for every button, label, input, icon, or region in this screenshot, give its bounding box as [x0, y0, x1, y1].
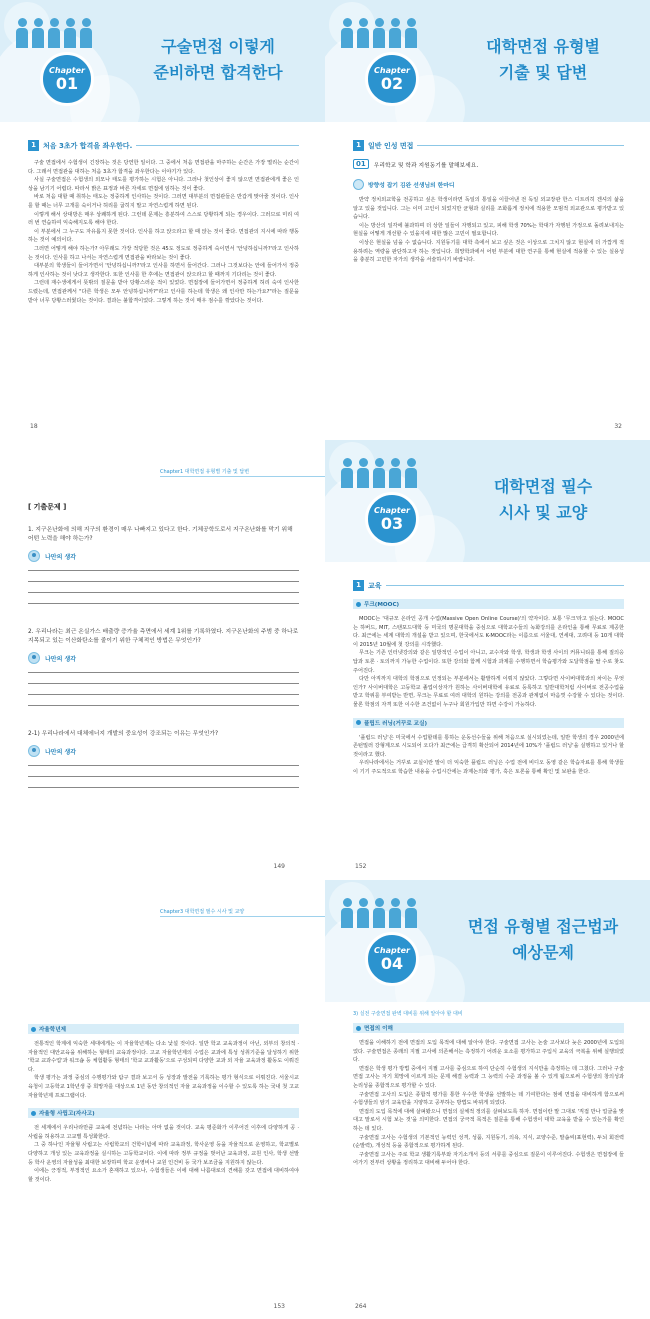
paragraph: 반약 정치외교학을 전공하고 싶은 학생이라면 독일의 통일을 이끌어낸 전 독일 외교장관 한스 디트리히 겐셔의 삶을 알고 있을 것입니다. 그는 이미 고인이 되었지만 균형과 실리를 조화롭게 정치에 적용한 모범적 외교관으로 평가받고 있습니다. [353, 197, 624, 221]
chapter-badge [40, 52, 94, 106]
page-number: 264 [355, 1303, 367, 1310]
chapter-banner [0, 0, 325, 122]
page-body [28, 140, 299, 305]
paragraph: 구술면접 고사는 주로 학교 생활기록부와 자기소개서 등의 서류를 중심으로 질문이 이루어진다. 수험생은 면접장에 들어가기 전부터 상황을 정리하고 대비해 두어야 한다. [353, 1151, 624, 1167]
paragraph: 면접은 학생 평가 방법 중에서 지필 고사를 중심으로 하여 단순히 수험생의 지식만을 측정하는 데 그쳤다. 그러나 구술면접 고사는 자기 희망에 이르게 되는 문제 해결 능력과 그 능력의 수준 과정을 볼 수 있게 됨으로써 수험생의 창의성과 논리성을 종합적으로 평가할 수 있다. [353, 1065, 624, 1089]
answer-line [28, 592, 299, 593]
paragraph: 이에는 긍정적, 부정적인 요소가 혼재하고 있으나, 수험생들은 이에 대해 나름대로의 견해를 갖고 면접에 대비하여야 할 것이다. [28, 1168, 299, 1183]
answer-line [28, 570, 299, 571]
page-body [353, 140, 624, 265]
subsection-heading: 자율형 사립고(자사고) [28, 1108, 299, 1118]
page-body [353, 580, 624, 777]
chapter-badge: Chapter 04 [365, 932, 419, 986]
answer-line [28, 603, 299, 604]
page-chapter-02 [325, 0, 650, 440]
paragraph: 대부분의 학생들이 들어가면서 '안녕하십니까?'라고 인사를 하면서 들어간다. 그러나 그것보다는 안에 들어가서 정중하게 인사하는 것이 낫다고 생각한다. 또한 인사를 한 후에는 면접관이 앉으라고 할 때까지 기다리는 것이 좋다. [28, 263, 299, 278]
page-body [353, 1010, 624, 1168]
paragraph: 그러면 어떻게 해야 하는가? 아무래도 가장 적당한 것은 45도 정도로 정중하게 숙이면서 '안녕하십니까?'라고 인사하는 것이다. 인사를 하고 나서는 자연스럽게 면접관을 바라보는 것이 좋다. [28, 245, 299, 261]
people-illustration [341, 448, 437, 488]
answer-line [28, 672, 299, 673]
answer-line [28, 776, 299, 777]
answer-line [28, 581, 299, 582]
my-thought-label: 나만의 생각 [28, 652, 299, 664]
chapter-title: 대학면접 필수 시사 및 교양 [493, 477, 593, 522]
person-icon [28, 652, 40, 664]
paragraph: 그 중 하나인 자율형 사립고는 사립학교의 건학이념에 따라 교육과정, 학사운영 등을 자율적으로 운영하고, 학교별로 다양하고 개성 있는 교육과정을 실시하는 고등학교이다. 이에 따라 정부 규정을 벗어난 교육과정, 교원 인사, 학생 선발 등 학사 운영의 자율성을 최대한 보장하며 학교 운영비나 교원 인건비 등 국가 보조금을 지원하지 않는다. [28, 1142, 299, 1166]
page-chapter-04 [325, 880, 650, 1319]
chapter-number: 01 [55, 74, 79, 93]
paragraph: 전 세계에서 우리나라만큼 교육에 전념하는 나라는 아마 없을 것이다. 교육 평준화가 이루어진 이후에 다양하게 공 · 사립을 허용하고 고교별 특성화한다. [28, 1125, 299, 1140]
subsection-heading: 자율학년제 [28, 1024, 299, 1034]
paragraph: 이상은 현실을 넘을 수 없습니다. 지원동기를 대학 측에서 보고 싶은 것은 이상으로 그치지 않고 현실에 더 가깝게 적용하려는 역량을 판단하고자 하는 것입니다. 희망학과에서 어떤 부분에 대한 연구를 통해 현실에 적용할 수 있는 실용성을 충분히 고민한 자가의 생각을 서술하시기 바랍니다. [353, 239, 624, 264]
chapter-banner [325, 440, 650, 562]
paragraph: 우리나라에서는 거꾸로 교실이란 말이 더 익숙한 플립드 러닝은 수업 전에 비디오 동영 같은 학습자료를 통해 학생들이 기기 주도적으로 학습한 내용을 수업시간에는 과제논의와 평가, 혹은 토론을 통해 확인 및 보완을 한다. [353, 760, 624, 775]
page-number: 153 [273, 1303, 285, 1310]
paragraph: 학생 평가는 과정 중심의 수행평가와 탐구 결과 보고서 등 성장과 발전을 기록하는 평가 형식으로 이뤄진다. 서울시교육청이 고등학교 1학년생 중 희망자를 대상으로 1년 동안 창의적인 자율 교육과정을 이수할 수 있도록 하는 국내 첫 고교 자율학년제 프로그램이다. [28, 1075, 299, 1099]
answer-line [28, 765, 299, 766]
page-chapter-01 [0, 0, 325, 440]
section-heading: 1 처음 3초가 합격을 좌우한다. [28, 140, 299, 151]
question: 1. 지구온난화에 의해 지구의 환경이 매우 나빠지고 있다고 한다. 기체공학도로서 지구온난화를 막기 위해 어떤 노력을 해야 하는가? [28, 527, 293, 542]
my-thought-label: 나만의 생각 [28, 550, 299, 562]
paragraph: 사실 구술면접은 수험생의 외모나 태도를 평가하는 시험은 아니다. 그러나 첫인상이 좋지 않으면 면접관에게 좋은 인상을 남기기 어렵다. 따라서 밝은 표정과 바른 자세로 면접에 임하는 것이 좋다. [28, 177, 299, 192]
page-number: 18 [30, 423, 38, 430]
paragraph: 바로 처음 대할 때 취하는 태도는 정중하게 인사하는 것이다. 그러면 대부분의 면접관들은 반갑게 맞아줄 것이다. 인사를 할 때는 너무 고개를 숙이거나 허리를 굽히지 말고 자연스럽게 하면 된다. [28, 194, 299, 209]
chapter-title: 면접 유형별 접근법과 예상문제 [467, 917, 619, 962]
my-thought-label: 나만의 생각 [28, 745, 299, 757]
person-icon [28, 745, 40, 757]
running-head: 3) 실전 구술면접 완벽 대비를 위해 알아야 할 대비 [353, 1011, 463, 1017]
page-body [28, 1024, 299, 1184]
paragraph: 전통적인 학계에 익숙한 세대에게는 이 자율학년제는 다소 낯설 것이다. 일반 학교 교육과정이 아닌, 외부의 창의적 · 자율적인 대안교육을 위해하는 형태의 교육과정이다. 고교 자율학년제의 수업은 교과에 특성 성취기준을 달성하기 위한 '학교 교과수업'과 워크숍 등 체험활동 형태의 '학교 교과활동'으로 구성되며 다양한 교과 외 자율 교육과정 활동도 이뤄진다. [28, 1041, 299, 1073]
paragraph: 면접을 이해하기 전에 면접의 도입 목적에 대해 알아야 한다. 구술면접 고사는 논술 고사보다 늦은 2000년에 도입되었다. 구술면접은 종래의 지필 고사에 의존해서는 측정하기 어려운 요소를 평가하고 주입식 교육의 극복을 위해 실행되었다. [353, 1040, 624, 1064]
section-heading: 1 교육 [353, 580, 624, 591]
answer-line [28, 787, 299, 788]
people-illustration [16, 8, 112, 48]
chapter-title: 대학면접 유형별 기출 및 답변 [486, 37, 600, 82]
chapter-label: Chapter [49, 66, 85, 75]
answer-line [28, 705, 299, 706]
people-illustration [341, 888, 437, 928]
paragraph: 구술면접 고사의 도입은 종합적 평가를 통한 우수한 학생을 선발하는 데 기여한다는 점에 면접을 대비하게 함으로써 수험생들의 암기 교육만을 지양하고 공부하는 방법도 바뀌게 되었다. [353, 1091, 624, 1107]
section-heading: 1 일반 인성 면접 [353, 140, 624, 151]
section-label: [ 기출문제 ] [28, 503, 67, 511]
page-number: 152 [355, 863, 367, 870]
paragraph: MOOC는 '대규모 온라인 공개 수업(Massive Open Online Course)'의 약자이다. 보통 '무크'라고 읽는다. MOOC는 하버드, MIT, 스탠포드대학 등 미국의 명문대학을 중심으로 대학교수들의 녹화강의를 온라인을 통해 무료로 제공한다. 최근에는 세계 대학의 개설을 받고 있으며, 한국에서도 K-MOOC라는 이름으로 서울대, 연세대, 고려대 등 10개 대학이 2015년 10월에 첫 강의를 시작했다. [353, 616, 624, 648]
paragraph: 다만 아직까지 대학의 학점으로 인정되는 부분에서는 활발하게 이뤄지 않았다. 그렇다면 사이버대학과의 차이는 무엇인가? 사이버대학은 고등학교 졸업이상자가 원하는 사이버대학에 유료로 등록하고 일반대학처럼 사이버로 전공수업을 받고 학위를 부여받는 반면, 무크는 무료로 여러 대학의 원하는 강의를 전공과 관계없이 마음껏 수강할 수 있다는 것이다. 물론 학점의 자격 또한 이수한 조건없이 누구나 회원가입만 하면 수강이 가능하다. [353, 676, 624, 708]
subsection-heading: 플립드 러닝(거꾸로 교실) [353, 718, 624, 728]
question-box: 01 우리학교 및 학과 지원동기를 말해보세요. [353, 159, 624, 169]
paragraph: 구술면접 고사는 수험생의 기본적인 능력인 성격, 성품, 지원동기, 의욕, 지식, 교양수준, 말솜씨(표현력), 두뇌 회전력(순발력), 개성적 등을 종합적으로 평가하게 된다. [353, 1134, 624, 1150]
subsection-heading: 면접의 이해 [353, 1023, 624, 1033]
question: 2. 우리나라는 최근 온실가스 배출량 증가율 측면에서 세계 1위를 기록하였다. 지구온난화의 주범 중 하나로 지목되고 있는 이산화탄소를 줄이기 위한 구체적인 방법은 무엇인가? [28, 629, 299, 644]
chapter-banner [325, 880, 650, 1002]
page-number: 149 [273, 863, 285, 870]
paragraph: 구술 면접에서 수험생이 긴장하는 것은 당연한 일이다. 그 중에서 처음 면접관을 마주하는 순간은 가장 떨리는 순간이다. 그래서 면접관을 대하는 처음 3초가 합격을 좌우한다는 이야기가 있다. [28, 160, 299, 175]
answer-line [28, 694, 299, 695]
paragraph: 면접의 도입 목적에 대해 살펴봤으니 면접의 실체적 정의를 살펴보도록 하자. 면접이란 말 그대로 '직접 만나 얼굴을 맞대고 말로서 시험 보는 것'을 의미한다. 면접의 궁극적 목적은 질문을 통해 수험생이 대학 교육을 받을 수 있는가를 확인하는 데 있다. [353, 1108, 624, 1132]
running-head: Chapter1 대학면접 유형별 기출 및 답변 [160, 469, 250, 475]
subsection-heading: 무크(MOOC) [353, 599, 624, 609]
people-illustration [341, 8, 437, 48]
chapter-title: 구술면접 이렇게 준비하면 합격한다 [153, 37, 283, 82]
paragraph: 그런데 재수생에게서 뜻밖의 질문을 받아 당황스러운 적이 있었다. 면접장에 들어가면서 정중하게 허리 숙여 인사한 드렸는데, 면접관께서 "다른 학생은 모두 안녕하십니까?"라고 인사를 하는데 학생은 왜 인사만 하는가요?"라는 질문을 받아 너무 당황스러웠다는 것이다. 결과는 불합격이었다. 그렇게 하는 것이 매우 점수를 깎았다는 것이다. [28, 280, 299, 304]
paragraph: '플립드 러닝'은 미국에서 수업할데를 통하는 운동선수들을 위해 처음으로 실시되었는데, 일반 학생의 경우 2000년에 존턴밀러 강형계으로 시도되어 오다가 최근에는 급격히 확산되어 2014년에 10%가 '플립드 러닝'을 실행하고 있거나 할 것이라고 했다. [353, 734, 624, 758]
answer-line [28, 683, 299, 684]
question: 2-1) 우리나라에서 대체에너지 개발의 중요성이 강조되는 이유는 무엇인가? [28, 731, 219, 737]
paragraph: 이렇게 해서 상대방은 매우 상쾌하게 된다. 그런데 문제는 흥분하여 스스로 당황하게 되는 경우이다. 그러므로 미리 여러 번 연습하여 익숙해지도록 해야 한다. [28, 211, 299, 227]
chapter-banner [325, 0, 650, 122]
paragraph: 이는 방산의 일각에 불과하며 더 상한 일들이 자행되고 있고, 피해 학생 70%는 학대가 자행된 가정으로 돌려보내지는 현실을 어떻게 개선할 수 있을지에 대한 많은 고민이 필요합니다. [353, 222, 624, 238]
running-head: Chapter3 대학면접 필수 시사 및 교양 [160, 909, 245, 915]
page-body [28, 502, 299, 798]
teacher-icon [353, 179, 364, 190]
page-self-study [0, 880, 325, 1319]
page-chapter-03 [325, 440, 650, 880]
paragraph: 무크는 기존 인터넷강의와 같은 일방적인 수업이 아니고, 교수자와 학생, 학생과 학생 사이의 커뮤니티를 통해 질의응답과 토론 · 토의까지 가능한 수업이다. 또한 강의와 함께 시험과 과제를 수행하면서 학습평가와 도달학점을 딸 수로 찾도 주어진다. [353, 650, 624, 674]
page-exam-questions [0, 440, 325, 880]
chapter-badge: Chapter 02 [365, 52, 419, 106]
chapter-badge: Chapter 03 [365, 492, 419, 546]
paragraph: 이 부분에서 그 누구도 자유롭지 못한 것이다. 인사를 하고 앉으라고 할 때 앉는 것이 좋다. 면접관의 지시에 따라 행동하는 것이 예의이다. [28, 228, 299, 244]
person-icon [28, 550, 40, 562]
page-number: 32 [614, 423, 622, 430]
tip-heading: 방향성 잡기 김완 선생님의 한마디 [353, 179, 624, 190]
